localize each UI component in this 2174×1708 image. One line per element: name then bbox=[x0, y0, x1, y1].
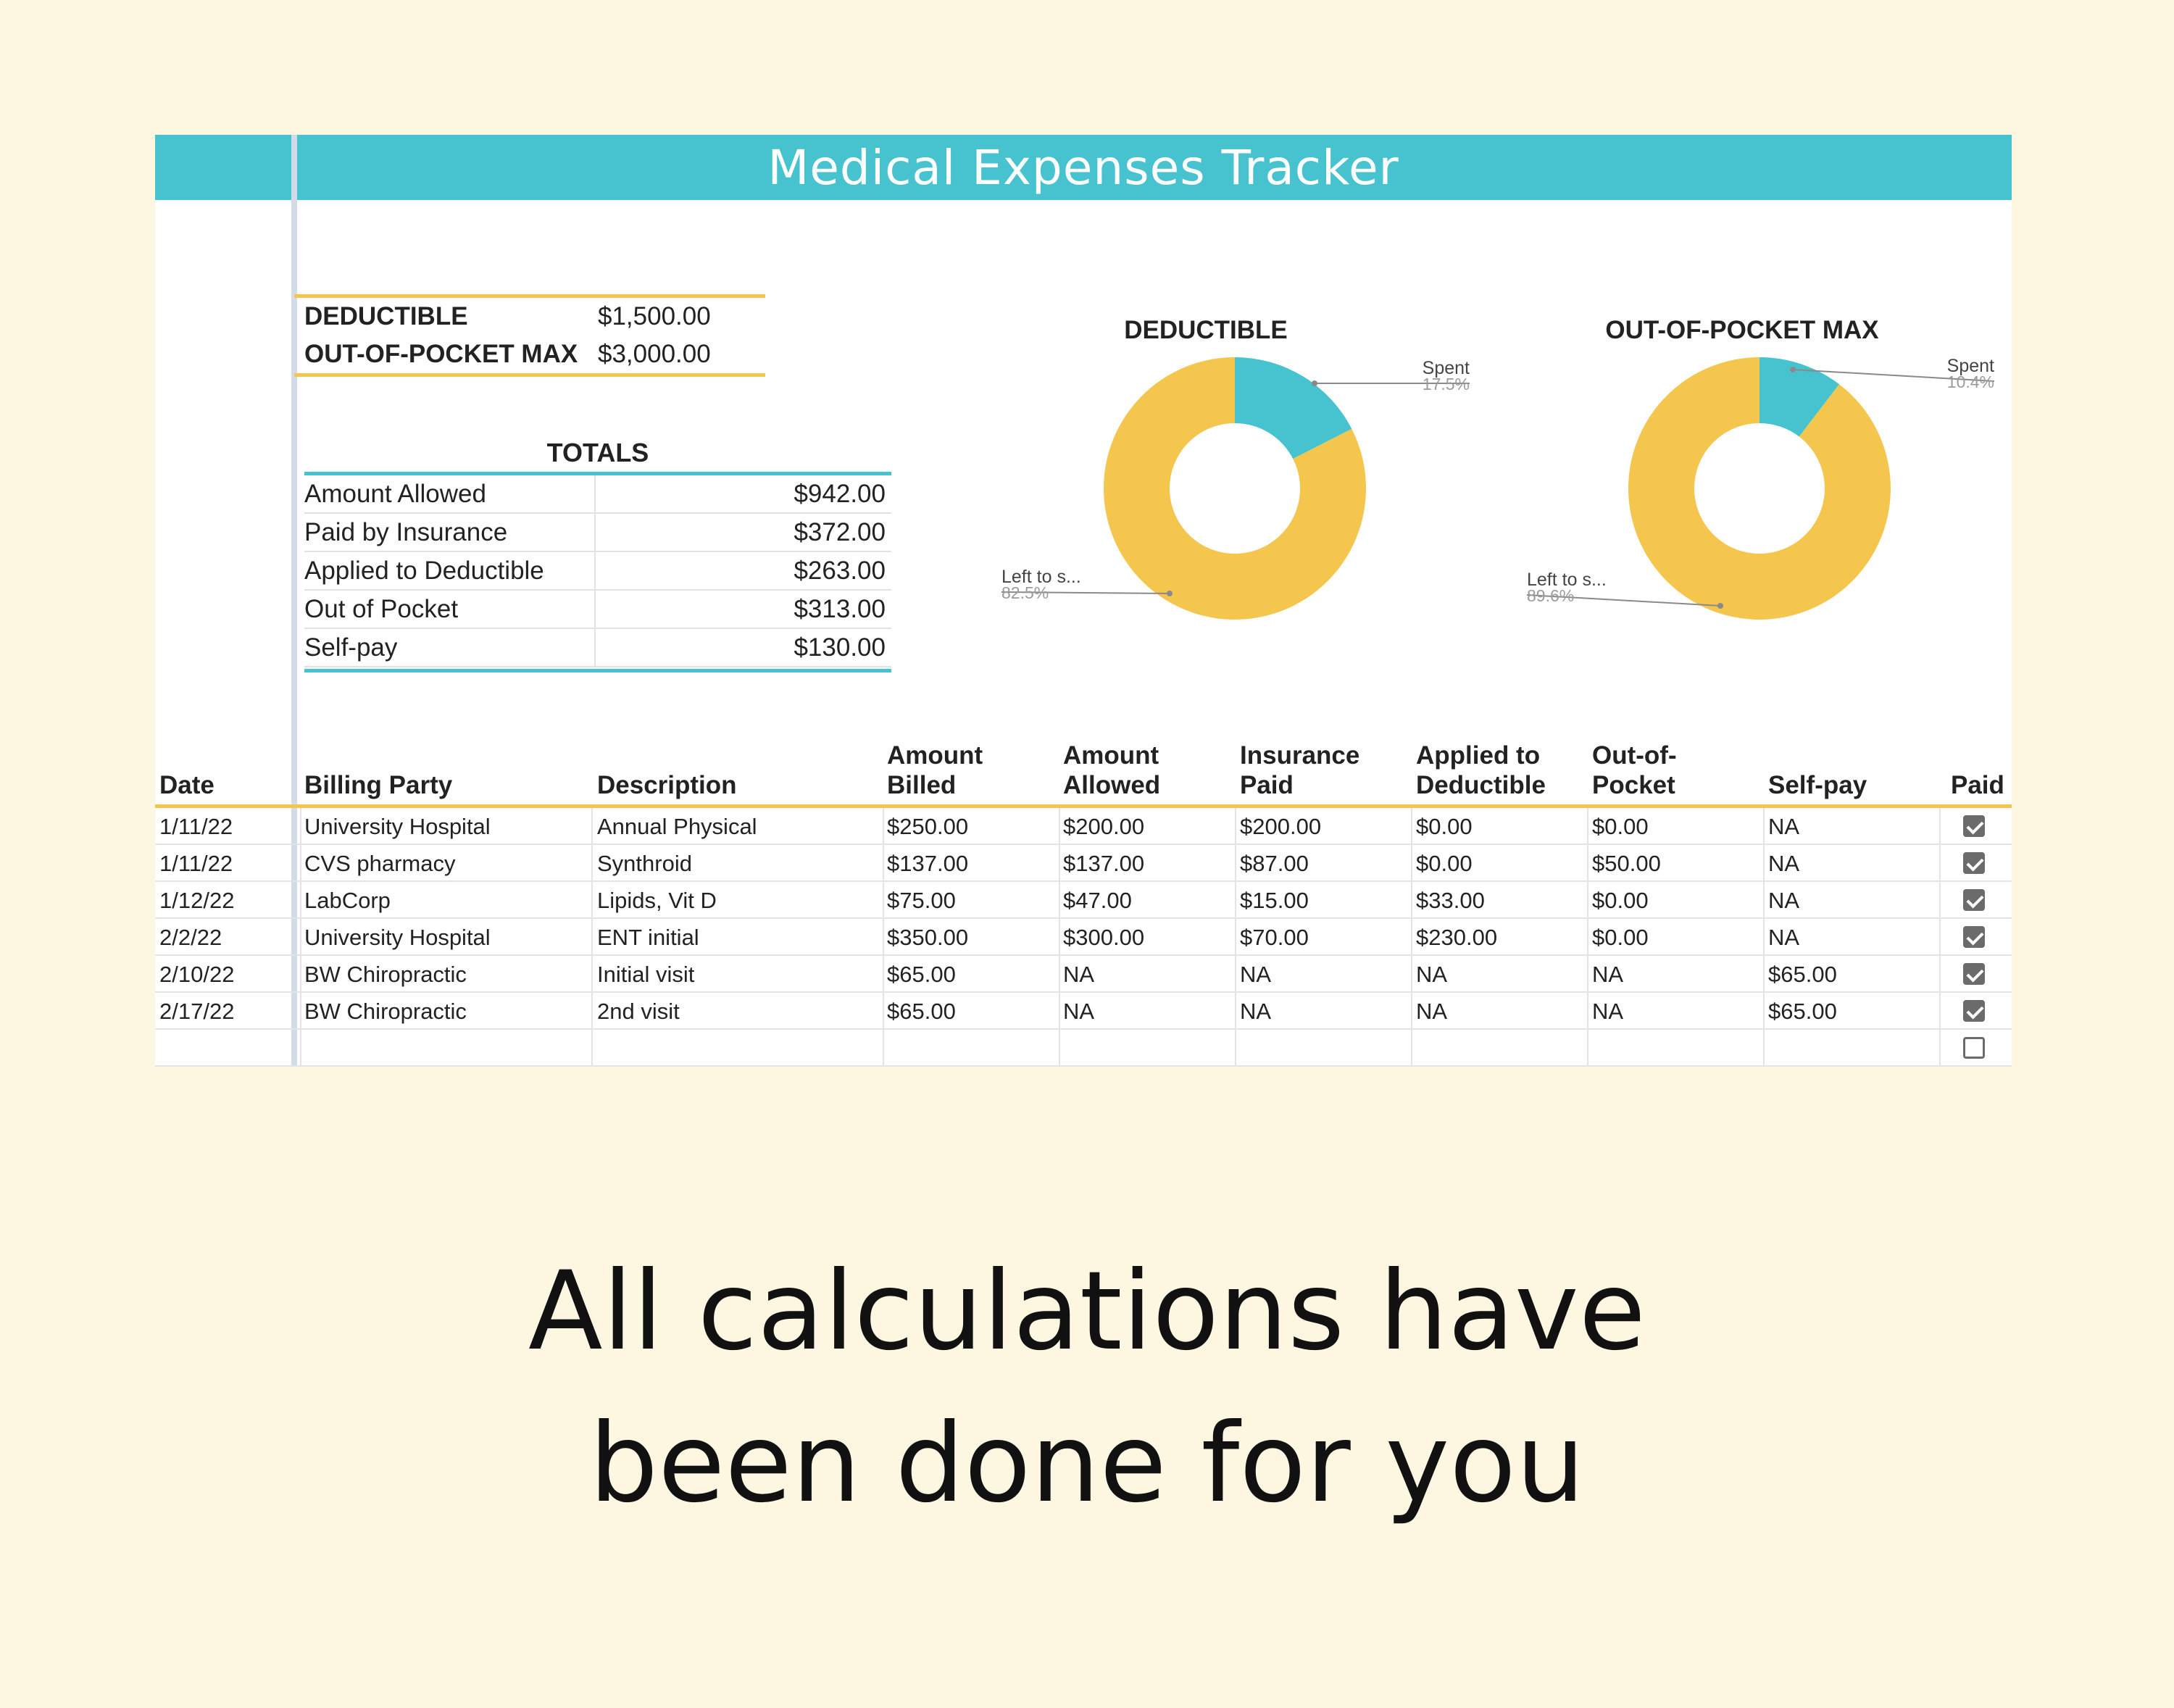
column-divider bbox=[1235, 808, 1236, 1067]
table-header-border bbox=[155, 804, 2012, 808]
table-cell[interactable]: 1/12/22 bbox=[159, 888, 235, 913]
donut-charts bbox=[155, 135, 2012, 657]
callout-dot bbox=[1312, 380, 1317, 386]
column-header-line: Allowed bbox=[1063, 771, 1161, 799]
paid-checkbox[interactable] bbox=[1963, 889, 1985, 911]
table-cell[interactable]: NA bbox=[1240, 962, 1272, 987]
table-cell[interactable]: $300.00 bbox=[1063, 925, 1145, 950]
table-cell[interactable]: $65.00 bbox=[1768, 999, 1837, 1024]
column-divider bbox=[1939, 808, 1941, 1067]
table-cell[interactable]: 1/11/22 bbox=[159, 851, 233, 876]
table-cell[interactable]: $0.00 bbox=[1592, 814, 1649, 839]
paid-checkbox[interactable] bbox=[1963, 815, 1985, 837]
table-cell[interactable]: NA bbox=[1240, 999, 1272, 1024]
table-cell[interactable]: $0.00 bbox=[1592, 888, 1649, 913]
paid-checkbox[interactable] bbox=[1963, 1000, 1985, 1022]
slice-percent: 89.6% bbox=[1527, 586, 1575, 605]
column-header-line: Applied to bbox=[1416, 741, 1541, 770]
table-cell[interactable]: $200.00 bbox=[1240, 814, 1322, 839]
callout-dot bbox=[1167, 591, 1173, 596]
table-cell[interactable]: $200.00 bbox=[1063, 814, 1145, 839]
table-cell[interactable]: 2nd visit bbox=[597, 999, 680, 1024]
totals-row-value[interactable]: $372.00 bbox=[794, 518, 886, 546]
table-cell[interactable]: $65.00 bbox=[887, 962, 956, 987]
row-divider bbox=[155, 1065, 2012, 1067]
table-cell[interactable]: NA bbox=[1416, 999, 1448, 1024]
totals-title: TOTALS bbox=[546, 438, 649, 467]
table-cell[interactable]: $250.00 bbox=[887, 814, 969, 839]
caption-line-2: been done for you bbox=[588, 1401, 1586, 1527]
totals-row-value[interactable]: $263.00 bbox=[794, 557, 886, 585]
table-cell[interactable]: $137.00 bbox=[1063, 851, 1145, 876]
totals-row-label: Applied to Deductible bbox=[304, 552, 596, 589]
slice-label: Spent bbox=[1946, 356, 1994, 376]
table-cell[interactable]: NA bbox=[1768, 888, 1800, 913]
deductible-label: DEDUCTIBLE bbox=[304, 302, 468, 330]
table-cell[interactable]: $33.00 bbox=[1416, 888, 1485, 913]
table-cell[interactable]: BW Chiropractic bbox=[304, 999, 467, 1024]
column-header-line: Insurance bbox=[1240, 741, 1360, 770]
column-header-line: Paid bbox=[1951, 771, 2004, 799]
table-cell[interactable]: NA bbox=[1063, 962, 1095, 987]
table-cell[interactable]: NA bbox=[1768, 814, 1800, 839]
totals-row-value[interactable]: $130.00 bbox=[794, 633, 886, 662]
totals-row-label: Self-pay bbox=[304, 629, 596, 666]
column-divider bbox=[1411, 808, 1412, 1067]
donut-slice-left[interactable] bbox=[1628, 357, 1891, 620]
table-cell[interactable]: NA bbox=[1063, 999, 1095, 1024]
column-header-line: Amount bbox=[1063, 741, 1159, 770]
oop-max-value[interactable]: $3,000.00 bbox=[598, 340, 711, 368]
table-cell[interactable]: NA bbox=[1768, 925, 1800, 950]
slice-label: Left to s... bbox=[1527, 570, 1607, 590]
table-cell[interactable]: $230.00 bbox=[1416, 925, 1498, 950]
table-cell[interactable]: $50.00 bbox=[1592, 851, 1661, 876]
spreadsheet bbox=[155, 135, 2012, 1065]
table-cell[interactable]: CVS pharmacy bbox=[304, 851, 456, 876]
column-header[interactable] bbox=[1768, 770, 1867, 800]
slice-label: Left to s... bbox=[1001, 567, 1081, 587]
table-cell[interactable]: $87.00 bbox=[1240, 851, 1309, 876]
column-divider bbox=[883, 808, 884, 1067]
table-cell[interactable]: 2/10/22 bbox=[159, 962, 235, 987]
column-divider bbox=[591, 808, 593, 1067]
column-header-line: Date bbox=[159, 771, 215, 799]
table-cell[interactable]: NA bbox=[1416, 962, 1448, 987]
deductible-chart-title: DEDUCTIBLE bbox=[1124, 316, 1288, 344]
table-cell[interactable]: $75.00 bbox=[887, 888, 956, 913]
table-cell[interactable]: BW Chiropractic bbox=[304, 962, 467, 987]
table-cell[interactable]: 2/17/22 bbox=[159, 999, 235, 1024]
callout-dot bbox=[1717, 603, 1723, 609]
table-cell[interactable]: Initial visit bbox=[597, 962, 695, 987]
sheet-title: Medical Expenses Tracker bbox=[155, 135, 2012, 200]
table-cell[interactable]: Synthroid bbox=[597, 851, 692, 876]
column-header-line: Out-of- bbox=[1592, 741, 1677, 770]
paid-checkbox[interactable] bbox=[1963, 926, 1985, 948]
column-divider bbox=[1059, 808, 1060, 1067]
table-cell[interactable]: $0.00 bbox=[1592, 925, 1649, 950]
column-header[interactable] bbox=[1240, 741, 1359, 800]
table-cell[interactable]: NA bbox=[1592, 999, 1624, 1024]
column-header[interactable] bbox=[887, 741, 983, 800]
totals-row-label: Paid by Insurance bbox=[304, 514, 596, 551]
column-header[interactable] bbox=[1592, 741, 1677, 800]
row-divider bbox=[155, 1028, 2012, 1030]
table-cell[interactable]: 2/2/22 bbox=[159, 925, 222, 950]
table-cell[interactable]: $15.00 bbox=[1240, 888, 1309, 913]
table-cell[interactable]: $70.00 bbox=[1240, 925, 1309, 950]
column-header[interactable] bbox=[1951, 770, 2004, 800]
table-cell[interactable]: University Hospital bbox=[304, 925, 491, 950]
table-cell[interactable]: NA bbox=[1592, 962, 1624, 987]
deductible-value[interactable]: $1,500.00 bbox=[598, 302, 711, 330]
totals-row-value[interactable]: $942.00 bbox=[794, 480, 886, 508]
column-divider bbox=[1763, 808, 1765, 1067]
table-cell[interactable]: LabCorp bbox=[304, 888, 391, 913]
table-cell[interactable]: $0.00 bbox=[1416, 814, 1473, 839]
column-header-line: Billed bbox=[887, 771, 957, 799]
column-header[interactable] bbox=[1063, 741, 1160, 800]
column-header[interactable] bbox=[597, 770, 737, 800]
table-cell[interactable]: $65.00 bbox=[1768, 962, 1837, 987]
slice-percent: 82.5% bbox=[1001, 583, 1049, 602]
table-cell[interactable]: $137.00 bbox=[887, 851, 969, 876]
column-header-line: Billing Party bbox=[304, 771, 453, 799]
paid-checkbox[interactable] bbox=[1963, 1037, 1985, 1059]
column-header-line: Pocket bbox=[1592, 771, 1675, 799]
table-cell[interactable]: $65.00 bbox=[887, 999, 956, 1024]
slice-percent: 17.5% bbox=[1422, 375, 1470, 393]
paid-checkbox[interactable] bbox=[1963, 852, 1985, 874]
column-header-line: Description bbox=[597, 771, 737, 799]
slice-percent: 10.4% bbox=[1946, 372, 1994, 391]
paid-checkbox[interactable] bbox=[1963, 963, 1985, 985]
column-divider bbox=[300, 808, 301, 1067]
totals-row-value[interactable]: $313.00 bbox=[794, 595, 886, 623]
table-cell[interactable]: $47.00 bbox=[1063, 888, 1132, 913]
table-cell[interactable]: $0.00 bbox=[1416, 851, 1473, 876]
column-header[interactable] bbox=[1416, 741, 1546, 800]
caption-line-1: All calculations have bbox=[528, 1249, 1646, 1375]
column-header-line: Amount bbox=[887, 741, 983, 770]
table-cell[interactable]: ENT initial bbox=[597, 925, 699, 950]
column-header[interactable] bbox=[159, 770, 215, 800]
table-cell[interactable]: $350.00 bbox=[887, 925, 969, 950]
table-cell[interactable]: NA bbox=[1768, 851, 1800, 876]
totals-row-label: Out of Pocket bbox=[304, 591, 596, 628]
column-divider bbox=[1587, 808, 1588, 1067]
table-cell[interactable]: 1/11/22 bbox=[159, 814, 233, 839]
table-cell[interactable]: University Hospital bbox=[304, 814, 491, 839]
table-cell[interactable]: Annual Physical bbox=[597, 814, 757, 839]
table-cell[interactable]: Lipids, Vit D bbox=[597, 888, 717, 913]
column-header-line: Self-pay bbox=[1768, 771, 1867, 799]
callout-dot bbox=[1790, 367, 1796, 372]
slice-label: Spent bbox=[1422, 358, 1470, 378]
oop-max-label: OUT-OF-POCKET MAX bbox=[304, 340, 578, 368]
totals-bottom-border bbox=[304, 669, 891, 672]
totals-row-label: Amount Allowed bbox=[304, 475, 596, 512]
column-header-line: Paid bbox=[1240, 771, 1294, 799]
oop-chart-title: OUT-OF-POCKET MAX bbox=[1605, 316, 1879, 344]
column-header-line: Deductible bbox=[1416, 771, 1546, 799]
column-header[interactable] bbox=[304, 770, 452, 800]
